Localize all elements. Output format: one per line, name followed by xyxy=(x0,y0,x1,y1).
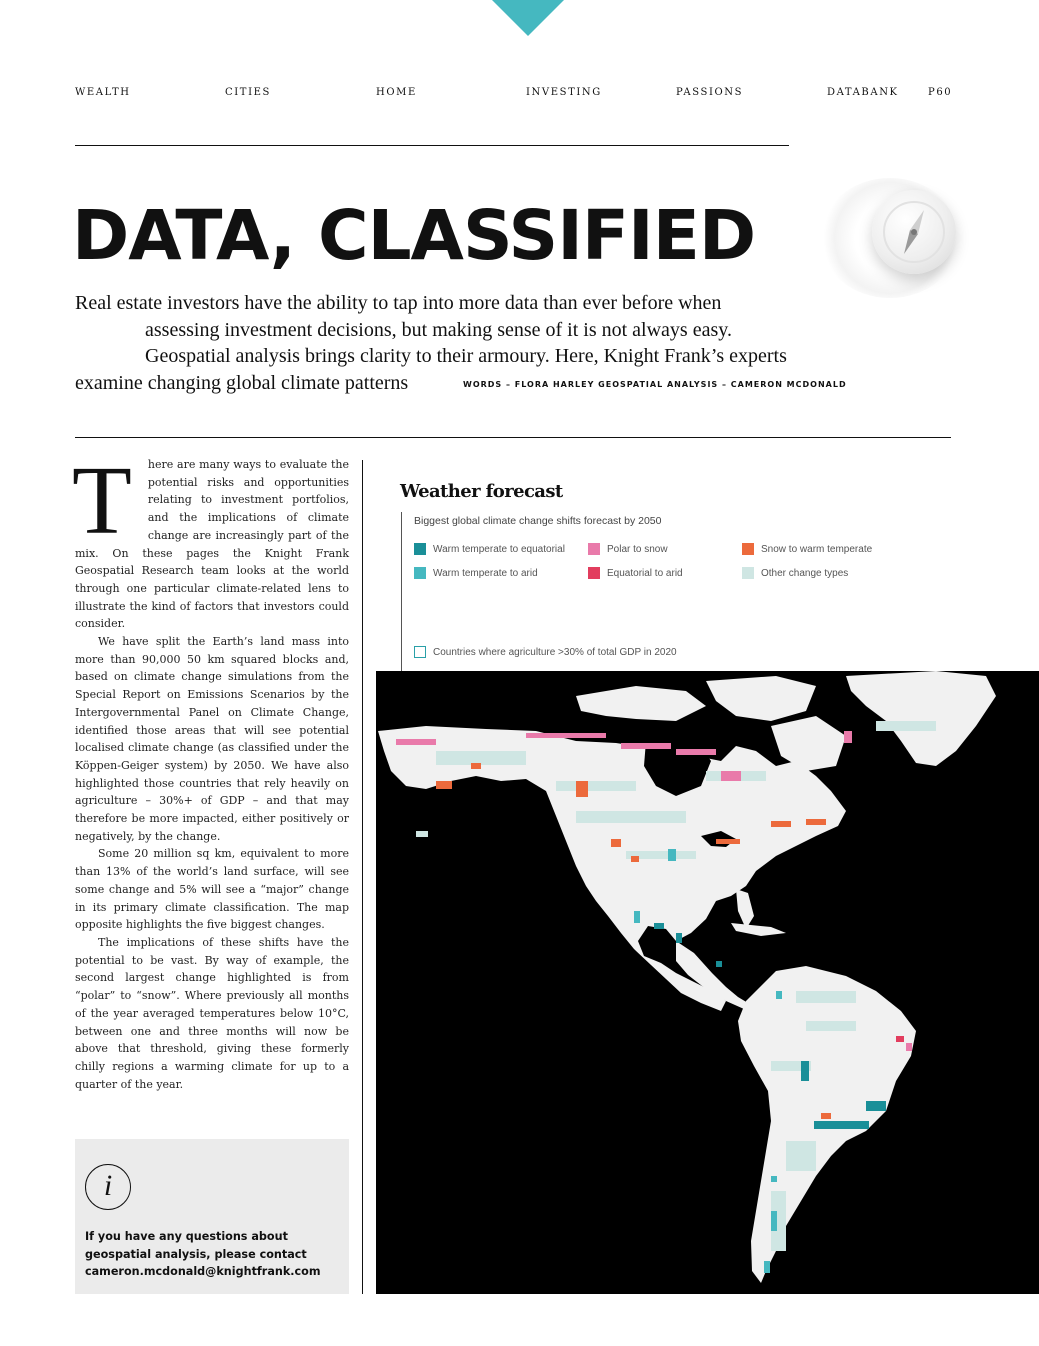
info-icon: i xyxy=(85,1164,131,1210)
legend-item xyxy=(742,567,848,579)
compass-illustration xyxy=(820,178,960,298)
legend-swatch xyxy=(742,543,754,555)
map-title: Weather forecast xyxy=(400,481,563,502)
legend-label: Polar to snow xyxy=(607,543,668,555)
legend-item xyxy=(742,543,872,555)
legend-swatch xyxy=(414,543,426,555)
article-paragraph: The implications of these shifts have the potential to be vast. By way of example, the second largest change highlighted is from “polar” to “snow”. Where previously all months of the year averaged temperatures below 10°C, between one and three months will now be above that threshold, giving these formerly chilly regions a warming climate for up to a quarter of the year. xyxy=(75,935,349,1091)
legend-label: Snow to warm temperate xyxy=(761,543,873,555)
land-greenland xyxy=(846,671,996,766)
standfirst-line: examine changing global climate patterns xyxy=(75,371,409,394)
nav-item-databank[interactable]: DATABANK xyxy=(827,87,899,98)
section-rule xyxy=(75,437,951,438)
nav-item-cities[interactable]: CITIES xyxy=(225,87,271,98)
climate-map xyxy=(376,671,1039,1294)
legend-label: Equatorial to arid xyxy=(607,567,683,579)
section-nav xyxy=(75,87,951,101)
legend-label: Countries where agriculture >30% of total GDP in 2020 xyxy=(433,646,677,658)
americas-map xyxy=(376,671,1039,1294)
nav-item-passions[interactable]: PASSIONS xyxy=(676,87,744,98)
standfirst-line: Real estate investors have the ability to tap into more data than ever before when xyxy=(75,292,722,314)
standfirst-line: assessing investment decisions, but making sense of it is not always easy. xyxy=(145,318,732,341)
article-paragraph: We have split the Earth’s land mass into more than 90,000 50 km squared blocks and, based on climate change simulations from the Special Report on Emissions Scenarios by the Intergovernmental Panel on Climate Change, identified those areas that will see potential localised climate change (as classified under the Köppen-Geiger system) by 2050. We have also highlighted those countries that rely heavily on agriculture – 30%+ of GDP – and that may therefore be more impacted, either positively or negatively, by the change. xyxy=(75,635,349,843)
standfirst-line: Geospatial analysis brings clarity to their armoury. Here, Knight Frank’s experts xyxy=(145,345,787,367)
legend-swatch xyxy=(588,567,600,579)
legend-label: Warm temperate to arid xyxy=(433,567,538,579)
contact-text[interactable]: If you have any questions about geospatial analysis, please contact cameron.mcdonald@knightfrank.com xyxy=(85,1230,321,1278)
legend-label: Other change types xyxy=(761,567,849,579)
column-divider xyxy=(362,460,363,1294)
compass-icon xyxy=(872,190,956,274)
land-arctic-islands xyxy=(706,676,816,721)
drop-cap: T xyxy=(72,447,132,555)
legend-item xyxy=(414,567,538,579)
land-baffin-island xyxy=(771,716,846,771)
legend-swatch xyxy=(742,567,754,579)
legend-label: Warm temperate to equatorial xyxy=(433,543,565,555)
article-body xyxy=(72,447,349,1093)
legend-swatch xyxy=(414,567,426,579)
map-subtitle: Biggest global climate change shifts forecast by 2050 xyxy=(414,515,662,527)
legend-item xyxy=(414,543,565,555)
article-paragraph: Some 20 million sq km, equivalent to more than 13% of the world’s land surface, will see some change and 5% will see a “major” change in its primary climate classification. The map opposite highlights the five biggest changes. xyxy=(75,847,349,932)
legend-item xyxy=(588,567,683,579)
land-caribbean xyxy=(731,923,786,936)
legend-item-agriculture xyxy=(414,646,677,658)
page-title: DATA, CLASSIFIED xyxy=(72,196,756,276)
equatorial-to-arid-regions xyxy=(896,1036,904,1042)
land-north-america xyxy=(378,726,846,1011)
map-legend-rule xyxy=(401,512,402,697)
legend-swatch xyxy=(588,543,600,555)
contact-box xyxy=(75,1139,349,1294)
nav-item-investing[interactable]: INVESTING xyxy=(526,87,602,98)
legend-item xyxy=(588,543,668,555)
top-tab-marker xyxy=(492,0,564,36)
land-florida xyxy=(736,889,754,929)
byline: WORDS – FLORA HARLEY GEOSPATIAL ANALYSIS – CAMERON MCDONALD xyxy=(463,380,847,389)
page-number: P60 xyxy=(928,87,953,98)
nav-item-home[interactable]: HOME xyxy=(376,87,417,98)
land-arctic-islands xyxy=(576,686,706,721)
nav-item-wealth[interactable]: WEALTH xyxy=(75,87,131,98)
legend-swatch-outline xyxy=(414,646,426,658)
article-paragraph: here are many ways to evaluate the potential risks and opportunities relating to investment portfolios, and the implications of climate change are increasingly part of the mix. On these pages the Knight Frank Geospatial Research team looks at the world through one particular climate-related lens to illustrate the kind of factors that investors could consider. xyxy=(75,458,349,631)
header-rule xyxy=(75,145,789,146)
